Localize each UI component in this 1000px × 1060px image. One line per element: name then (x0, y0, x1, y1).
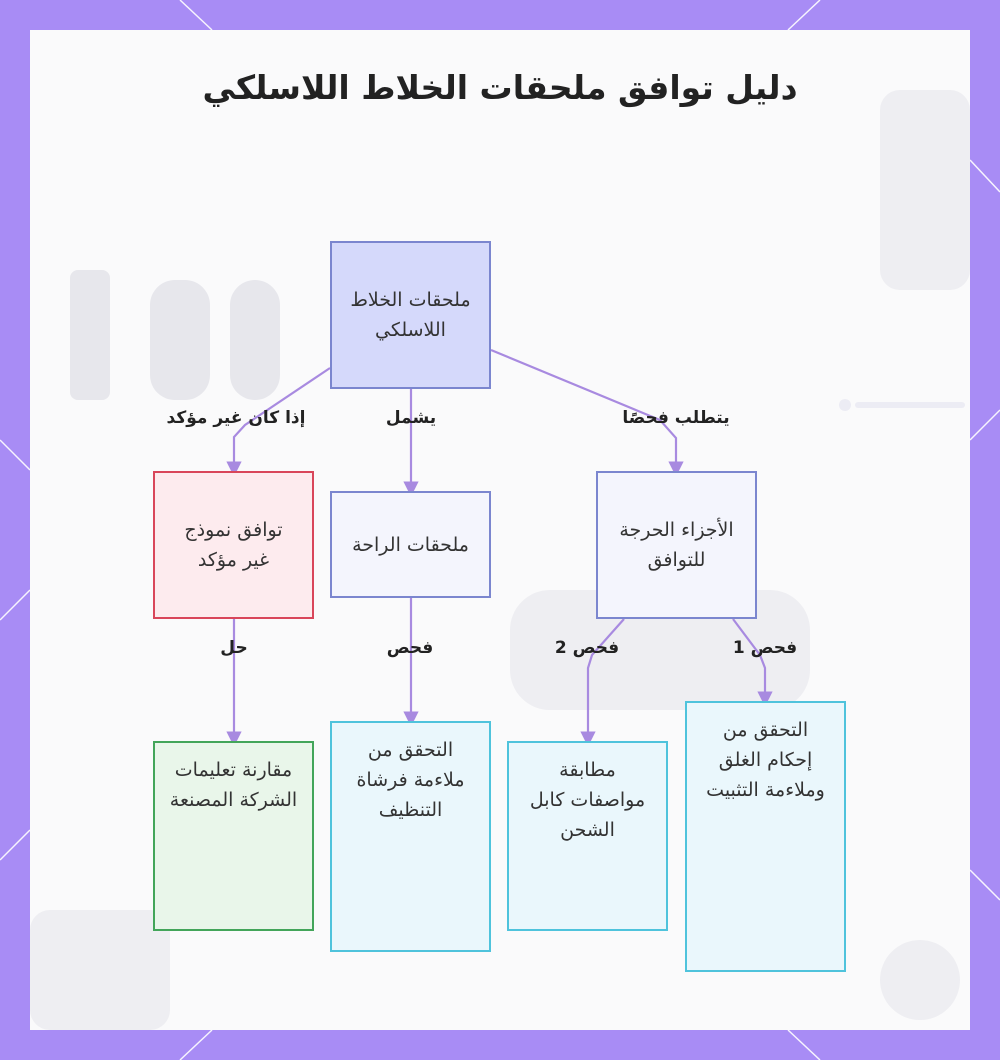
edge-label-check: فحص (386, 638, 434, 658)
node-critical-compatibility-parts (596, 471, 757, 619)
node-check-seal-and-mount-fit (685, 701, 846, 972)
node-label: مقارنة تعليمات الشركة المصنعة (169, 759, 298, 811)
edge-label-includes: يشمل (385, 408, 437, 428)
edge-label-if-unsure: إذا كان غير مؤكد (166, 408, 306, 428)
diagram-title: دليل توافق ملحقات الخلاط اللاسلكي (202, 68, 798, 107)
node-unconfirmed-model-compatibility (153, 471, 314, 619)
edge-label-solve: حل (220, 638, 248, 658)
node-wireless-blender-accessories (330, 241, 491, 389)
node-match-charging-cable-specs (507, 741, 668, 931)
edge-label-requires-check: يتطلب فحصًا (622, 408, 730, 428)
edge-critical-seal (733, 619, 765, 699)
edge-label-check-1: فحص 1 (732, 638, 798, 658)
node-comfort-accessories (330, 491, 491, 598)
node-label: التحقق من ملاءمة فرشاة التنظيف (356, 739, 465, 821)
node-compare-manufacturer-instructions (153, 741, 314, 931)
node-label: التحقق من إحكام الغلق وملاءمة التثبيت (706, 719, 825, 801)
node-label: الأجزاء الحرجة للتوافق (619, 519, 734, 571)
node-label: ملحقات الخلاط اللاسلكي (350, 289, 471, 341)
node-label: ملحقات الراحة (352, 533, 469, 556)
node-label: توافق نموذج غير مؤكد (184, 519, 283, 571)
node-label: مطابقة مواصفات كابل الشحن (529, 759, 646, 841)
edge-critical-cable (588, 619, 624, 739)
node-check-cleaning-brush-fit (330, 721, 491, 952)
edge-label-check-2: فحص 2 (554, 638, 620, 658)
